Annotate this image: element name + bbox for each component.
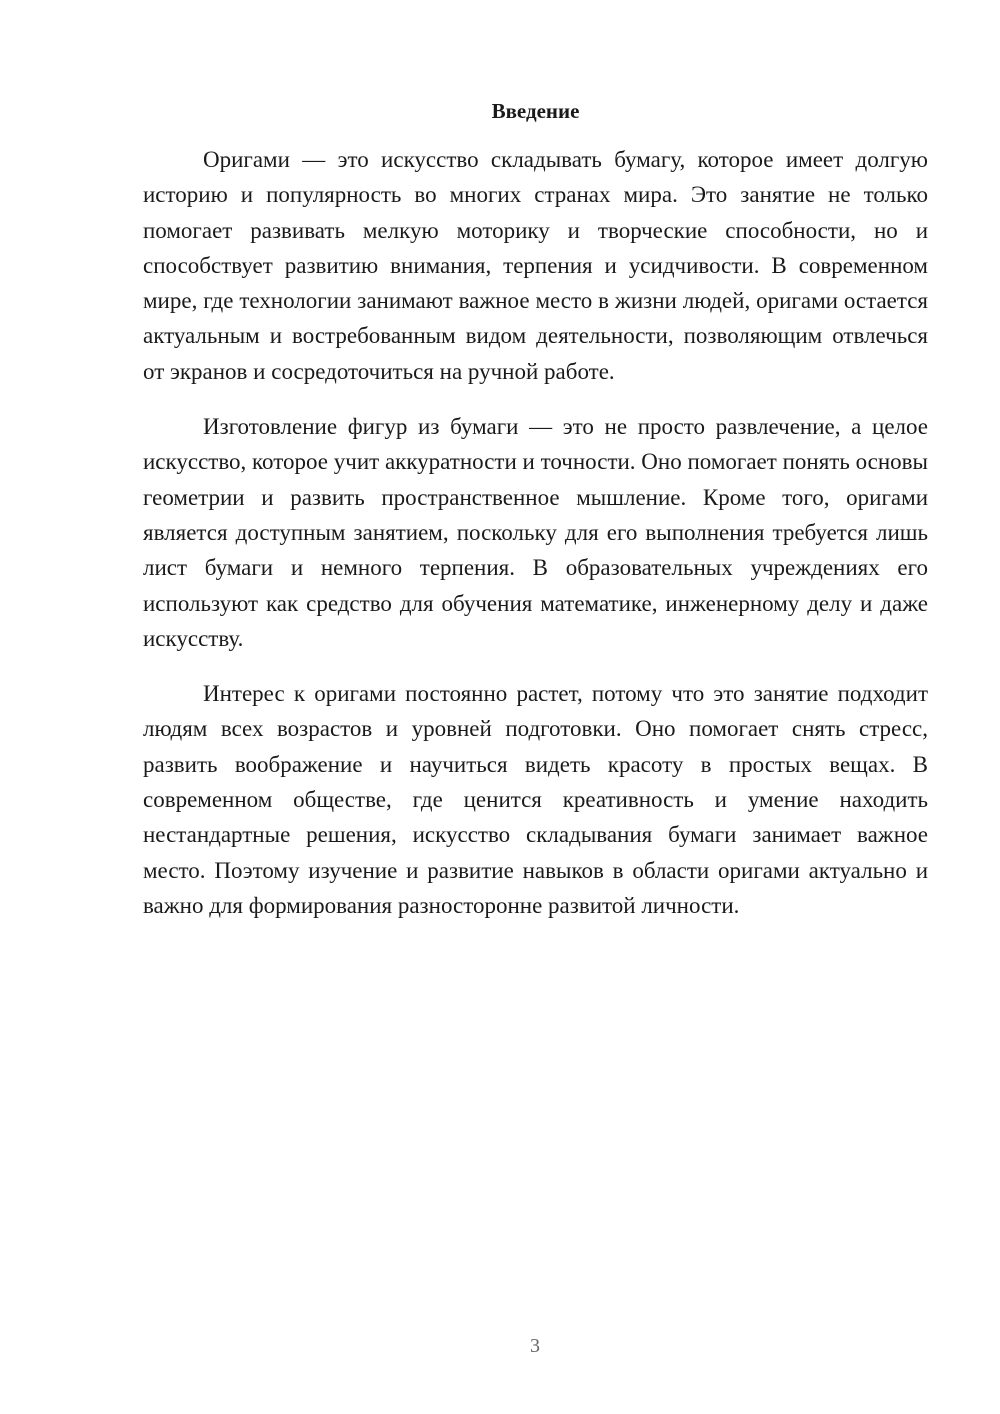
paragraph-figures: Изготовление фигур из бумаги — это не просто развлечение, а целое искусство, которое учит аккуратности и точности. Оно помогает понять основы геометрии и развить пространственное мышление. Кроме того, оригами является доступным занятием, поскольку для его выполнения требуется лишь лист бумаги и немного терпения. В образовательных учреждениях его используют как средство для обучения математике, инженерному делу и даже искусству.: [143, 414, 928, 651]
paragraph-intro: Оригами — это искусство складывать бумагу, которое имеет долгую историю и популярность во многих странах мира. Это занятие не только помогает развивать мелкую моторику и творческие способности, но и способствует развитию внимания, терпения и усидчивости. В современном мире, где технологии занимают важное место в жизни людей, оригами остается актуальным и востребованным видом деятельности, позволяющим отвлечься от экранов и сосредоточиться на ручной работе.: [143, 147, 928, 384]
page-number: 3: [530, 1335, 540, 1357]
section-title: Введение: [491, 99, 580, 123]
paragraph-interest: Интерес к оригами постоянно растет, потому что это занятие подходит людям всех возрастов и уровней подготовки. Оно помогает снять стресс, развить воображение и научиться видеть красоту в простых вещах. В современном обществе, где ценится креативность и умение находить нестандартные решения, искусство складывания бумаги занимает важное место. Поэтому изучение и развитие навыков в области оригами актуально и важно для формирования разносторонне развитой личности.: [143, 681, 928, 918]
document-body: [143, 142, 928, 943]
